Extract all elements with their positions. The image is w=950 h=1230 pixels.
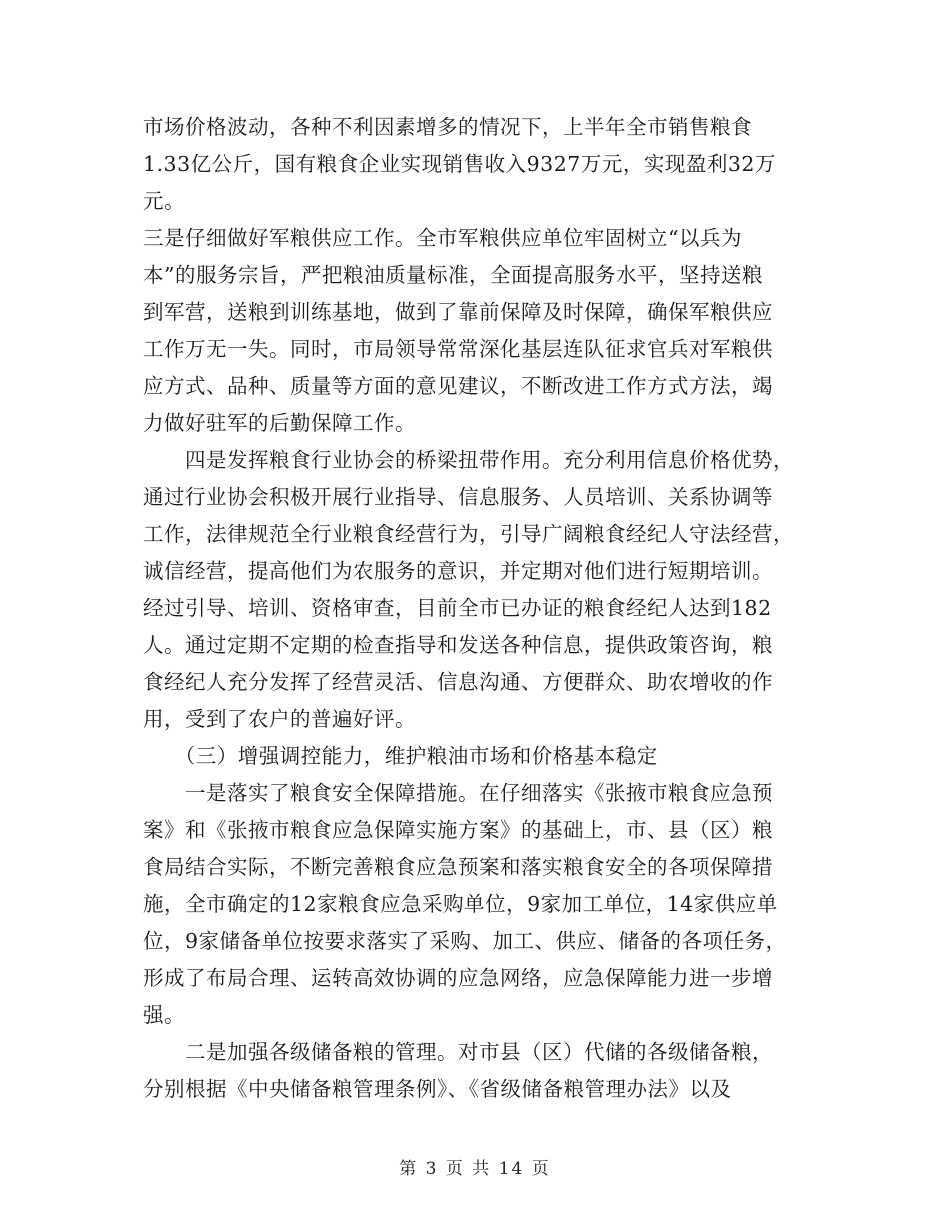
text-line: 一是落实了粮食安全保障措施。在仔细落实《张掖市粮食应急预 [143, 781, 773, 805]
text-line: 位，9家储备单位按要求落实了采购、加工、供应、储备的各项任务， [143, 929, 787, 953]
text-line: 工作，法律规范全行业粮食经营行为，引导广阔粮食经纪人守法经营， [143, 522, 794, 546]
text-line: 形成了布局合理、运转高效协调的应急网络，应急保障能力进一步增 [143, 966, 773, 990]
text-line: 三是仔细做好军粮供应工作。全市军粮供应单位牢固树立“以兵为 [143, 226, 742, 250]
text-line: 二是加强各级储备粮的管理。对市县（区）代储的各级储备粮， [143, 1040, 773, 1064]
text-line: 通过行业协会积极开展行业指导、信息服务、人员培训、关系协调等 [143, 485, 773, 509]
text-line: 市场价格波动，各种不利因素增多的情况下，上半年全市销售粮食 [143, 115, 752, 139]
text-line: 人。通过定期不定期的检查指导和发送各种信息，提供政策咨询，粮 [143, 633, 773, 657]
text-line: 分别根据《中央储备粮管理条例》、《省级储备粮管理办法》以及 [143, 1077, 732, 1101]
text-line: 元。 [143, 189, 185, 213]
text-line: 工作万无一失。同时，市局领导常常深化基层连队征求官兵对军粮供 [143, 337, 773, 361]
text-line: 本”的服务宗旨，严把粮油质量标准，全面提高服务水平，坚持送粮 [143, 263, 763, 287]
text-line: 施，全市确定的12家粮食应急采购单位，9家加工单位，14家供应单 [143, 892, 778, 916]
text-line: 1.33亿公斤，国有粮食企业实现销售收入9327万元，实现盈利32万 [143, 152, 776, 176]
text-line: 食经纪人充分发挥了经营灵活、信息沟通、方便群众、助农增收的作 [143, 670, 773, 694]
text-line: 经过引导、培训、资格审查，目前全市已办证的粮食经纪人达到182 [143, 596, 772, 620]
text-line: 力做好驻军的后勤保障工作。 [143, 411, 416, 435]
page-number-footer: 第 3 页 共 14 页 [399, 1159, 551, 1179]
section-heading: （三）增强调控能力，维护粮油市场和价格基本稳定 [143, 744, 658, 768]
text-line: 案》和《张掖市粮食应急保障实施方案》的基础上，市、县（区）粮 [143, 818, 773, 842]
text-line: 四是发挥粮食行业协会的桥梁扭带作用。充分利用信息价格优势， [143, 448, 794, 472]
text-line: 强。 [143, 1003, 185, 1027]
text-line: 应方式、品种、质量等方面的意见建议，不断改进工作方式方法，竭 [143, 374, 773, 398]
text-line: 到军营，送粮到训练基地，做到了靠前保障及时保障，确保军粮供应 [143, 300, 773, 324]
text-line: 诚信经营，提高他们为农服务的意识，并定期对他们进行短期培训。 [143, 559, 773, 583]
text-line: 食局结合实际，不断完善粮食应急预案和落实粮食安全的各项保障措 [143, 855, 773, 879]
text-line: 用，受到了农户的普遍好评。 [143, 707, 416, 731]
